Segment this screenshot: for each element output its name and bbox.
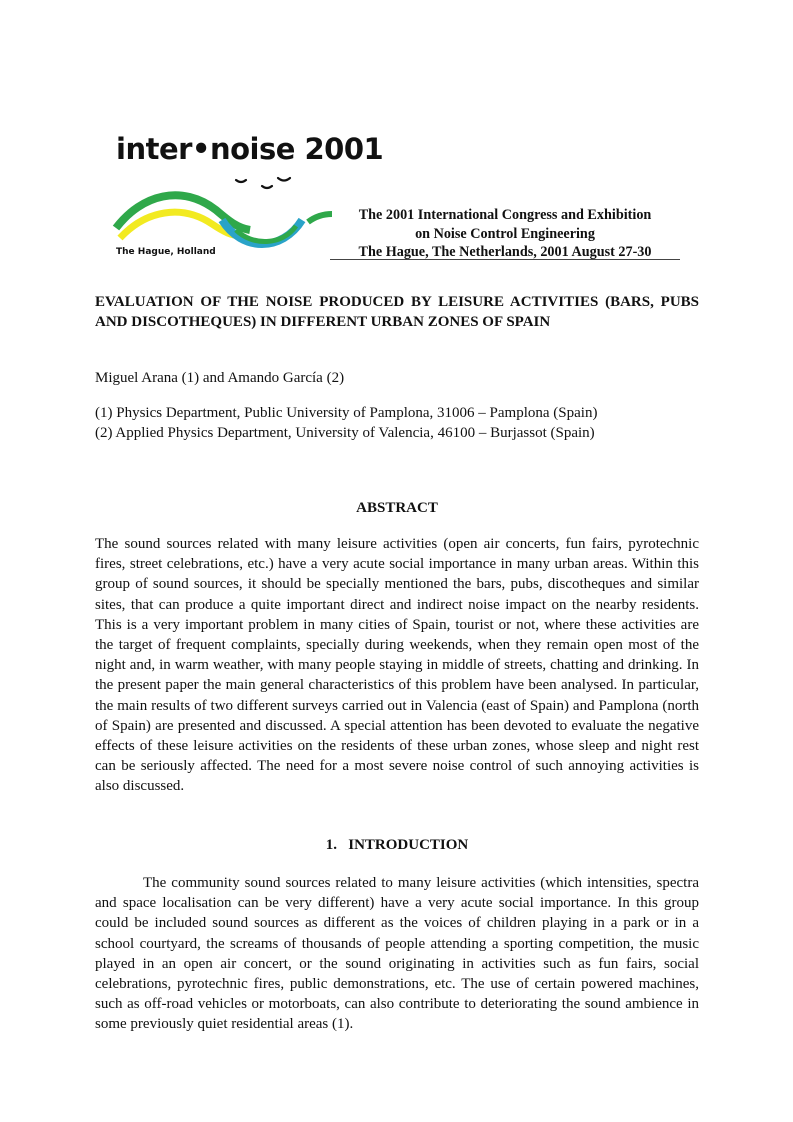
affiliations: [95, 404, 597, 443]
conference-line-3: The Hague, The Netherlands, 2001 August 27-30: [358, 244, 652, 260]
logo-location: The Hague, Holland: [116, 247, 216, 257]
header-divider: [330, 259, 680, 260]
conference-logo: [112, 132, 384, 260]
sound-wave-logo-icon: [112, 176, 334, 250]
conference-line-1: The 2001 International Congress and Exhibition: [358, 207, 652, 223]
logo-wordmark: inter•noise 2001: [116, 132, 384, 166]
conference-header: [332, 206, 678, 262]
abstract-heading: ABSTRACT: [356, 500, 438, 516]
paper-title: EVALUATION OF THE NOISE PRODUCED BY LEISURE ACTIVITIES (BARS, PUBS AND DISCOTHEQUES) IN DIFFERENT URBAN ZONES OF SPAIN: [95, 294, 699, 330]
paper-authors: Miguel Arana (1) and Amando García (2): [95, 370, 345, 386]
abstract-text: The sound sources related with many leisure activities (open air concerts, fun fairs, pyrotechnic fires, street celebrations, etc.) have a very acute social importance in many urban areas. Within this group of sound sources, it should be specially mentioned the bars, pubs, discotheques and similar sites, that can produce a quite important direct and indirect noise impact on the nearby residents. This is a very important problem in many cities of Spain, tourist or not, where these activities are the target of frequent complaints, specially during weekends, when they remain open most of the night and, in warm weather, with many people staying in middle of streets, chatting and drinking. In the present paper the main general characteristics of this problem have been analysed. In particular, the main results of two different surveys carried out in Valencia (east of Spain) and Pamplona (north of Spain) are presented and discussed. A special attention has been devoted to evaluate the negative effects of these leisure activities on the residents of these urban zones, whose sleep and night rest can be seriously affected. The need for a most severe noise control of such annoying activities is also discussed.: [95, 536, 699, 795]
affiliation-1: (1) Physics Department, Public University of Pamplona, 31006 – Pamplona (Spain): [95, 405, 598, 421]
introduction-heading: 1. INTRODUCTION: [325, 837, 469, 853]
introduction-text: The community sound sources related to many leisure activities (which intensities, spectra and space localisation can be very different) have a very acute social importance. In this group could be included sound sources as different as the voices of children playing in a park or in a school courtyard, the screams of thousands of people attending a sporting competition, the music played in an open air concert, or the sound originating in activities such as fun fairs, social celebrations, pyrotechnic fires, public demonstrations, etc. The use of certain powered machines, such as off-road vehicles or motorboats, can also contribute to deteriorating the sound ambience in some previously quiet residential areas (1).: [95, 875, 699, 1033]
conference-line-2: on Noise Control Engineering: [415, 225, 595, 242]
affiliation-2: (2) Applied Physics Department, University of Valencia, 46100 – Burjassot (Spain): [95, 424, 595, 441]
